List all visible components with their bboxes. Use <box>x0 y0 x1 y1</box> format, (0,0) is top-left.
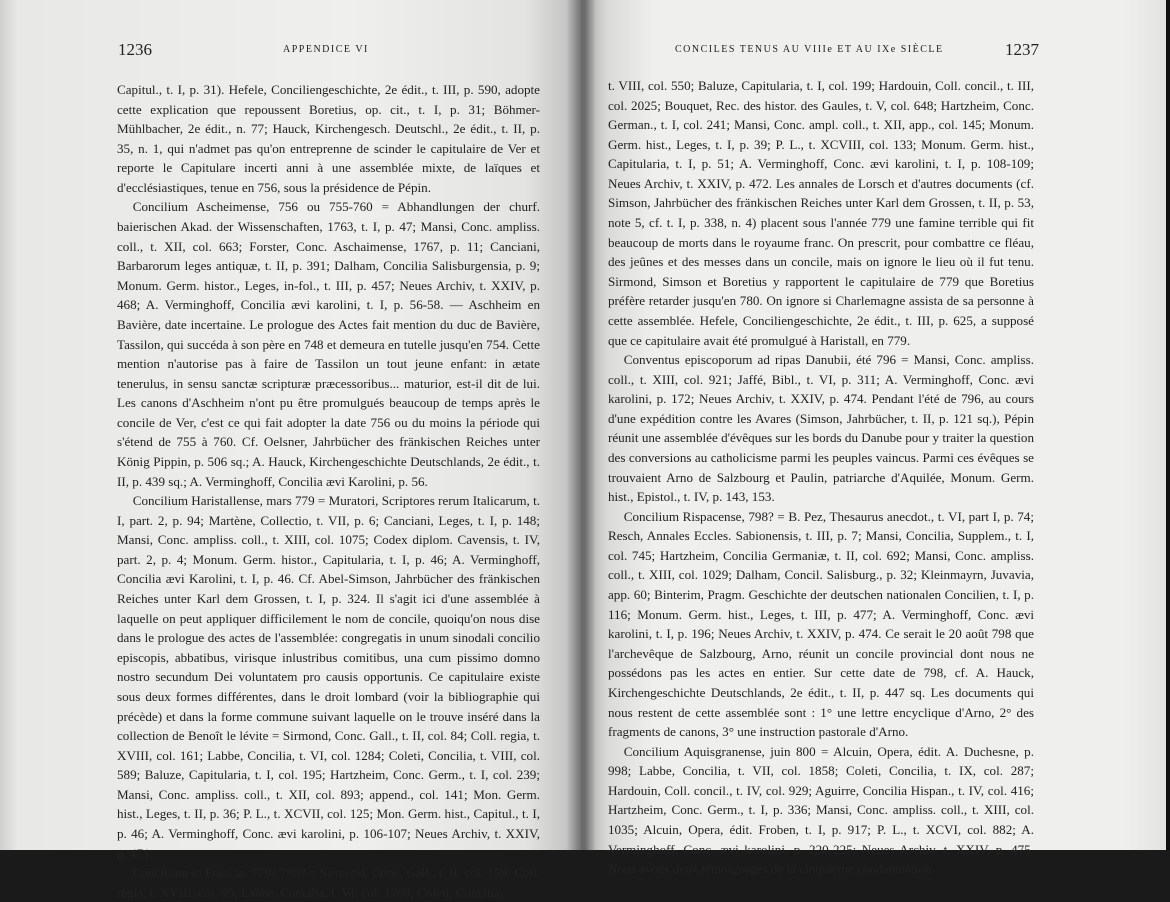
right-running-header: CONCILES TENUS AU VIIIe ET AU IXe SIÈCLE <box>675 44 944 55</box>
paragraph: Concilium in Francia, 779? 780? = Sirmond, Conc. Gall., t. II, col. 159; Coll. regia, t. XVIII, col. 95; Labbe, Concilia, t. VI, col. 1788; Coleti, Concilia, <box>117 865 540 900</box>
left-running-header: APPENDICE VI <box>283 44 369 55</box>
book-edge-shadow <box>1166 0 1170 850</box>
left-page-number: 1236 <box>118 40 152 59</box>
paragraph: Concilium Aquisgranense, juin 800 = Alcuin, Opera, édit. A. Duchesne, p. 998; Labbe, Concilia, t. VII, col. 1858; Coleti, Concilia, t. IX, col. 287; Hardouin, Coll. concil., t. IV, col. 929; Aguirre, Concilia Hispan., t. IV, col. 416; Hartzheim, Conc. Germ., t. I, p. 336; Mansi, Conc. ampliss. coll., t. XIII, col. 1035; Alcuin, Opera, édit. Froben, t. I, p. 917; P. L., t. XCVI, col. 882; A. Verminghoff, Conc. ævi karolini, p. 220-225; Neues Archiv, t. XXIV, p. 475. Nous avons deux témoignages de la cinquième condamnation <box>608 743 1034 877</box>
right-body-text <box>608 76 1034 879</box>
paragraph: Capitul., t. I, p. 31). Hefele, Conciliengeschichte, 2e édit., t. III, p. 590, adopte cette explication que repoussent Boretius, op. cit., t. I, p. 31; Böhmer-Mühlbacher, 2e édit., n. 77; Hauck, Kirchengesch. Deutschl., 2e édit., t. II, p. 35, n. 1, qui n'admet pas qu'on entreprenne de scinder le capitulaire de Ver et reporte le Capitulare incerti anni à une assemblée mixte, de laïques et d'ecclésiastiques, tenue en 756, sous la présidence de Pépin. <box>117 82 540 195</box>
book-gutter-shadow <box>566 0 596 850</box>
right-page <box>584 0 1170 877</box>
paragraph: t. VIII, col. 550; Baluze, Capitularia, t. I, col. 199; Hardouin, Coll. concil., t. III, col. 2025; Bouquet, Rec. des histor. des Gaules, t. V, col. 648; Hartzheim, Conc. German., t. I, col. 241; Mansi, Conc. ampl. coll., t. XII, app., col. 145; Monum. Germ. hist., Leges, t. I, p. 39; P. L., t. XCVIII, col. 133; Monum. Germ. hist., Capitularia, t. I, p. 51; A. Verminghoff, Conc. ævi karolini, t. I, p. 108-109; Neues Archiv, t. XXIV, p. 472. Les annales de Lorsch et d'autres documents (cf. Simson, Jahrbücher des fränkischen Reiches unter Karl dem Grossen, t. II, p. 53, note 5, cf. t. I, p. 338, n. 4) placent sous l'année 779 une famine terrible qui fit beaucoup de morts dans le royaume franc. On prescrit, pour combattre ce fléau, des jeûnes et des messes dans un concile, mais on ignore le lieu où il fut tenu. Sirmond, Simson et Boretius y rapportent le capitulaire de 779 que Boretius préfère retarder jusqu'en 780. On ignore si Charlemagne assista de sa personne à cette assemblée. Hefele, Conciliengeschichte, 2e édit., t. III, p. 625, a supposé que ce capitulaire avait été promulgué à Haristall, en 779. <box>608 78 1034 348</box>
paragraph: Concilium Ascheimense, 756 ou 755-760 = Abhandlungen der churf. baierischen Akad. der Wissenschaften, 1763, t. I, p. 47; Mansi, Conc. ampliss. coll., t. XII, col. 663; Forster, Conc. Aschaimense, 1767, p. 11; Canciani, Barbarorum leges antiquæ, t. II, p. 391; Dalham, Concilia Salisburgensia, p. 9; Monum. Germ. histor., Leges, in-fol., t. III, p. 457; Neues Archiv, t. XXIV, p. 468; A. Verminghoff, Concilia ævi karolini, t. I, p. 56-58. — Aschheim en Bavière, date incertaine. Le prologue des Actes fait mention du duc de Bavière, Tassilon, qui succéda à son père en 748 et demeura en tutelle jusqu'en 754. Cette mention n'autorise pas à faire de Tassilon un tout jeune enfant: in ætate tenerulus, in sensu sanctæ scripturæ præcessoribus... maturior, est-il dit de lui. Les canons d'Aschheim n'ont pu être promulgués beaucoup de temps après le concile de Ver, c'est ce qui fait adopter la date 756 ou du moins la période qui s'étend de 755 à 760. Cf. Oelsner, Jahrbücher des fränkischen Reiches unter König Pippin, p. 506 sq.; A. Hauck, Kirchengeschichte Deutschlands, 2e édit., t. II, p. 439 sq.; A. Verminghoff, Concilia ævi Karolini, p. 56. <box>117 199 540 489</box>
paragraph: Concilium Rispacense, 798? = B. Pez, Thesaurus anecdot., t. VI, part I, p. 74; Resch, Annales Eccles. Sabionensis, t. III, p. 7; Mansi, Concilia, Supplem., t. I, col. 745; Hartzheim, Concilia Germaniæ, t. II, col. 692; Mansi, Conc. ampliss. coll., t. XIII, col. 1029; Dalham, Concil. Salisburg., p. 32; Kleinmayrn, Juvavia, app. 60; Binterim, Pragm. Geschichte der deutschen nationalen Concilien, t. I, p. 116; Monum. Germ. hist., Leges, t. III, p. 477; A. Verminghoff, Conc. ævi karolini, t. I, p. 196; Neues Archiv, t. XXIV, p. 474. Ce serait le 20 août 798 que l'archevêque de Salzbourg, Arno, réunit un concile provincial dont nous ne possédons pas les actes en entier. Sur cette date de 798, cf. A. Hauck, Kirchengeschichte Deutschlands, 2e édit., t. II, p. 447 sq. Les documents qui nous restent de cette assemblée sont : 1° une lettre encyclique d'Arno, 2° des fragments de canons, 3° une instruction pastorale d'Arno. <box>608 508 1034 740</box>
right-page-number: 1237 <box>1005 40 1039 59</box>
paragraph: Concilium Haristallense, mars 779 = Muratori, Scriptores rerum Italicarum, t. I, part. 2, p. 94; Martène, Collectio, t. VII, p. 6; Canciani, Leges, t. I, p. 148; Mansi, Conc. ampliss. coll., t. XIII, col. 1075; Codex diplom. Cavensis, t. IV, part. 2, p. 4; Monum. Germ. histor., Capitularia, t. I, p. 46; A. Verminghoff, Concilia ævi Karolini, t. I, p. 46. Cf. Abel-Simson, Jahrbücher des fränkischen Reiches unter Karl dem Grossen, t. I, p. 324. Il s'agit ici d'une assemblée à laquelle on peut appliquer difficilement le nom de concile, quoiqu'on nous dise dans le prologue des actes de l'assemblée: congregatis in unum sinodali concilio episcopis, abbatibus, virisque inlustribus comitibus, una cum pissimo domno nostro secundum Dei voluntatem pro causis opportunis. Ce capitulaire existe sous deux formes différentes, dans le droit lombard (voir la bibliographie qui précède) et dans la forme commune suivant laquelle on le trouve inséré dans la collection de Benoît le lévite = Sirmond, Conc. Gall., t. II, col. 84; Coll. regia, t. XVIII, col. 161; Labbe, Concilia, t. VI, col. 1284; Coleti, Concilia, t. VIII, col. 589; Baluze, Capitularia, t. I, col. 195; Hartzheim, Conc. Germ., t. I, col. 239; Mansi, Conc. ampliss. coll., t. XII, col. 893; append., col. 141; Mon. Germ. hist., Leges, t. II, p. 36; P. L., t. XCVII, col. 125; Mon. Germ. hist., Capitul., t. I, p. 46; A. Verminghoff, Conc. ævi karolini, p. 106-107; Neues Archiv, t. XXIV, p. 471. <box>117 493 540 861</box>
left-page <box>0 0 584 900</box>
left-body-text <box>117 80 540 902</box>
paragraph: Conventus episcoporum ad ripas Danubii, été 796 = Mansi, Conc. ampliss. coll., t. XIII, col. 921; Jaffé, Bibl., t. VI, p. 311; A. Verminghoff, Conc. ævi karolini, p. 172; Neues Archiv, t. XXIV, p. 474. Pendant l'été de 796, au cours d'une expédition contre les Avares (Simson, Jahrbücher, t. II, p. 121 sq.), Pépin réunit une assemblée d'évêques sur les bords du Danube pour y traiter la question des conversions au catholicisme parmi les peuples vaincus. Parmi ces évêques se trouvaient Arno de Salzbourg et Paulin, patriarche d'Aquilée, Monum. Germ. hist., Epistol., t. IV, p. 143, 153. <box>608 352 1034 505</box>
